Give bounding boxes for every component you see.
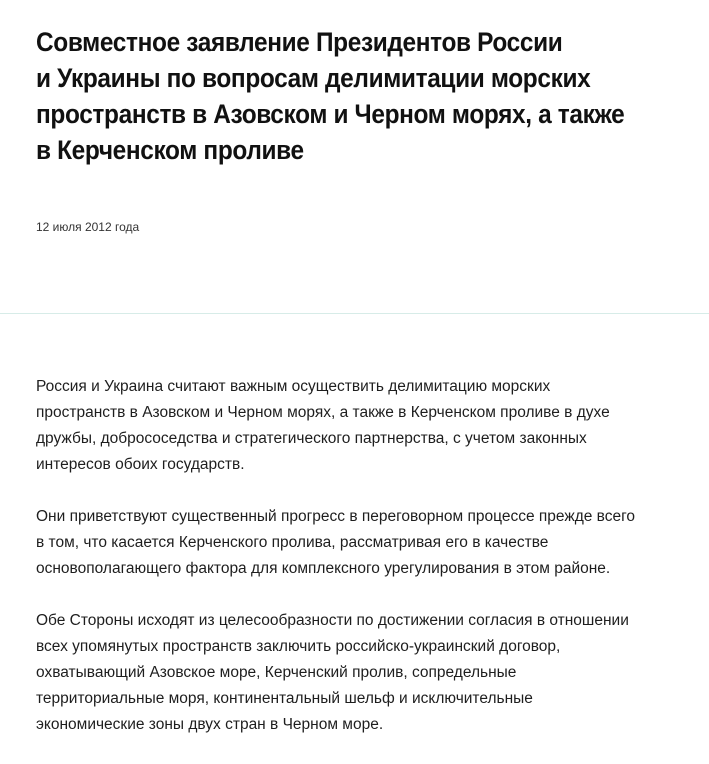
paragraph-line: интересов обоих государств. bbox=[36, 456, 245, 473]
title-line: в Керченском проливе bbox=[36, 135, 304, 165]
title-line: пространств в Азовском и Черном морях, а также bbox=[36, 99, 625, 129]
paragraph bbox=[36, 374, 696, 478]
paragraph-line: в том, что касается Керченского пролива, рассматривая его в качестве bbox=[36, 534, 549, 551]
page-title bbox=[36, 24, 683, 168]
title-line: Совместное заявление Президентов России bbox=[36, 27, 563, 57]
paragraph-line: основополагающего фактора для комплексного урегулирования в этом районе. bbox=[36, 560, 611, 577]
paragraph-line: Обе Стороны исходят из целесообразности по достижении согласия в отношении bbox=[36, 612, 629, 629]
paragraph-line: территориальные моря, континентальный шельф и исключительные bbox=[36, 690, 533, 707]
paragraph-line: экономические зоны двух стран в Черном море. bbox=[36, 716, 384, 733]
paragraph-line: Россия и Украина считают важным осуществить делимитацию морских bbox=[36, 378, 551, 395]
paragraph bbox=[36, 504, 696, 582]
paragraph-line: охватывающий Азовское море, Керченский пролив, сопредельные bbox=[36, 664, 517, 681]
section-divider bbox=[0, 313, 709, 314]
paragraph-line: пространств в Азовском и Черном морях, а также в Керченском проливе в духе bbox=[36, 404, 610, 421]
paragraph-line: дружбы, добрососедства и стратегического партнерства, с учетом законных bbox=[36, 430, 587, 447]
publication-date: 12 июля 2012 года bbox=[36, 220, 140, 234]
paragraph-line: всех упомянутых пространств заключить российско-украинский договор, bbox=[36, 638, 561, 655]
paragraph-line: Они приветствуют существенный прогресс в переговорном процессе прежде всего bbox=[36, 508, 636, 525]
title-line: и Украины по вопросам делимитации морских bbox=[36, 63, 591, 93]
document-body bbox=[36, 374, 696, 764]
paragraph bbox=[36, 608, 696, 738]
document-header bbox=[36, 24, 686, 168]
